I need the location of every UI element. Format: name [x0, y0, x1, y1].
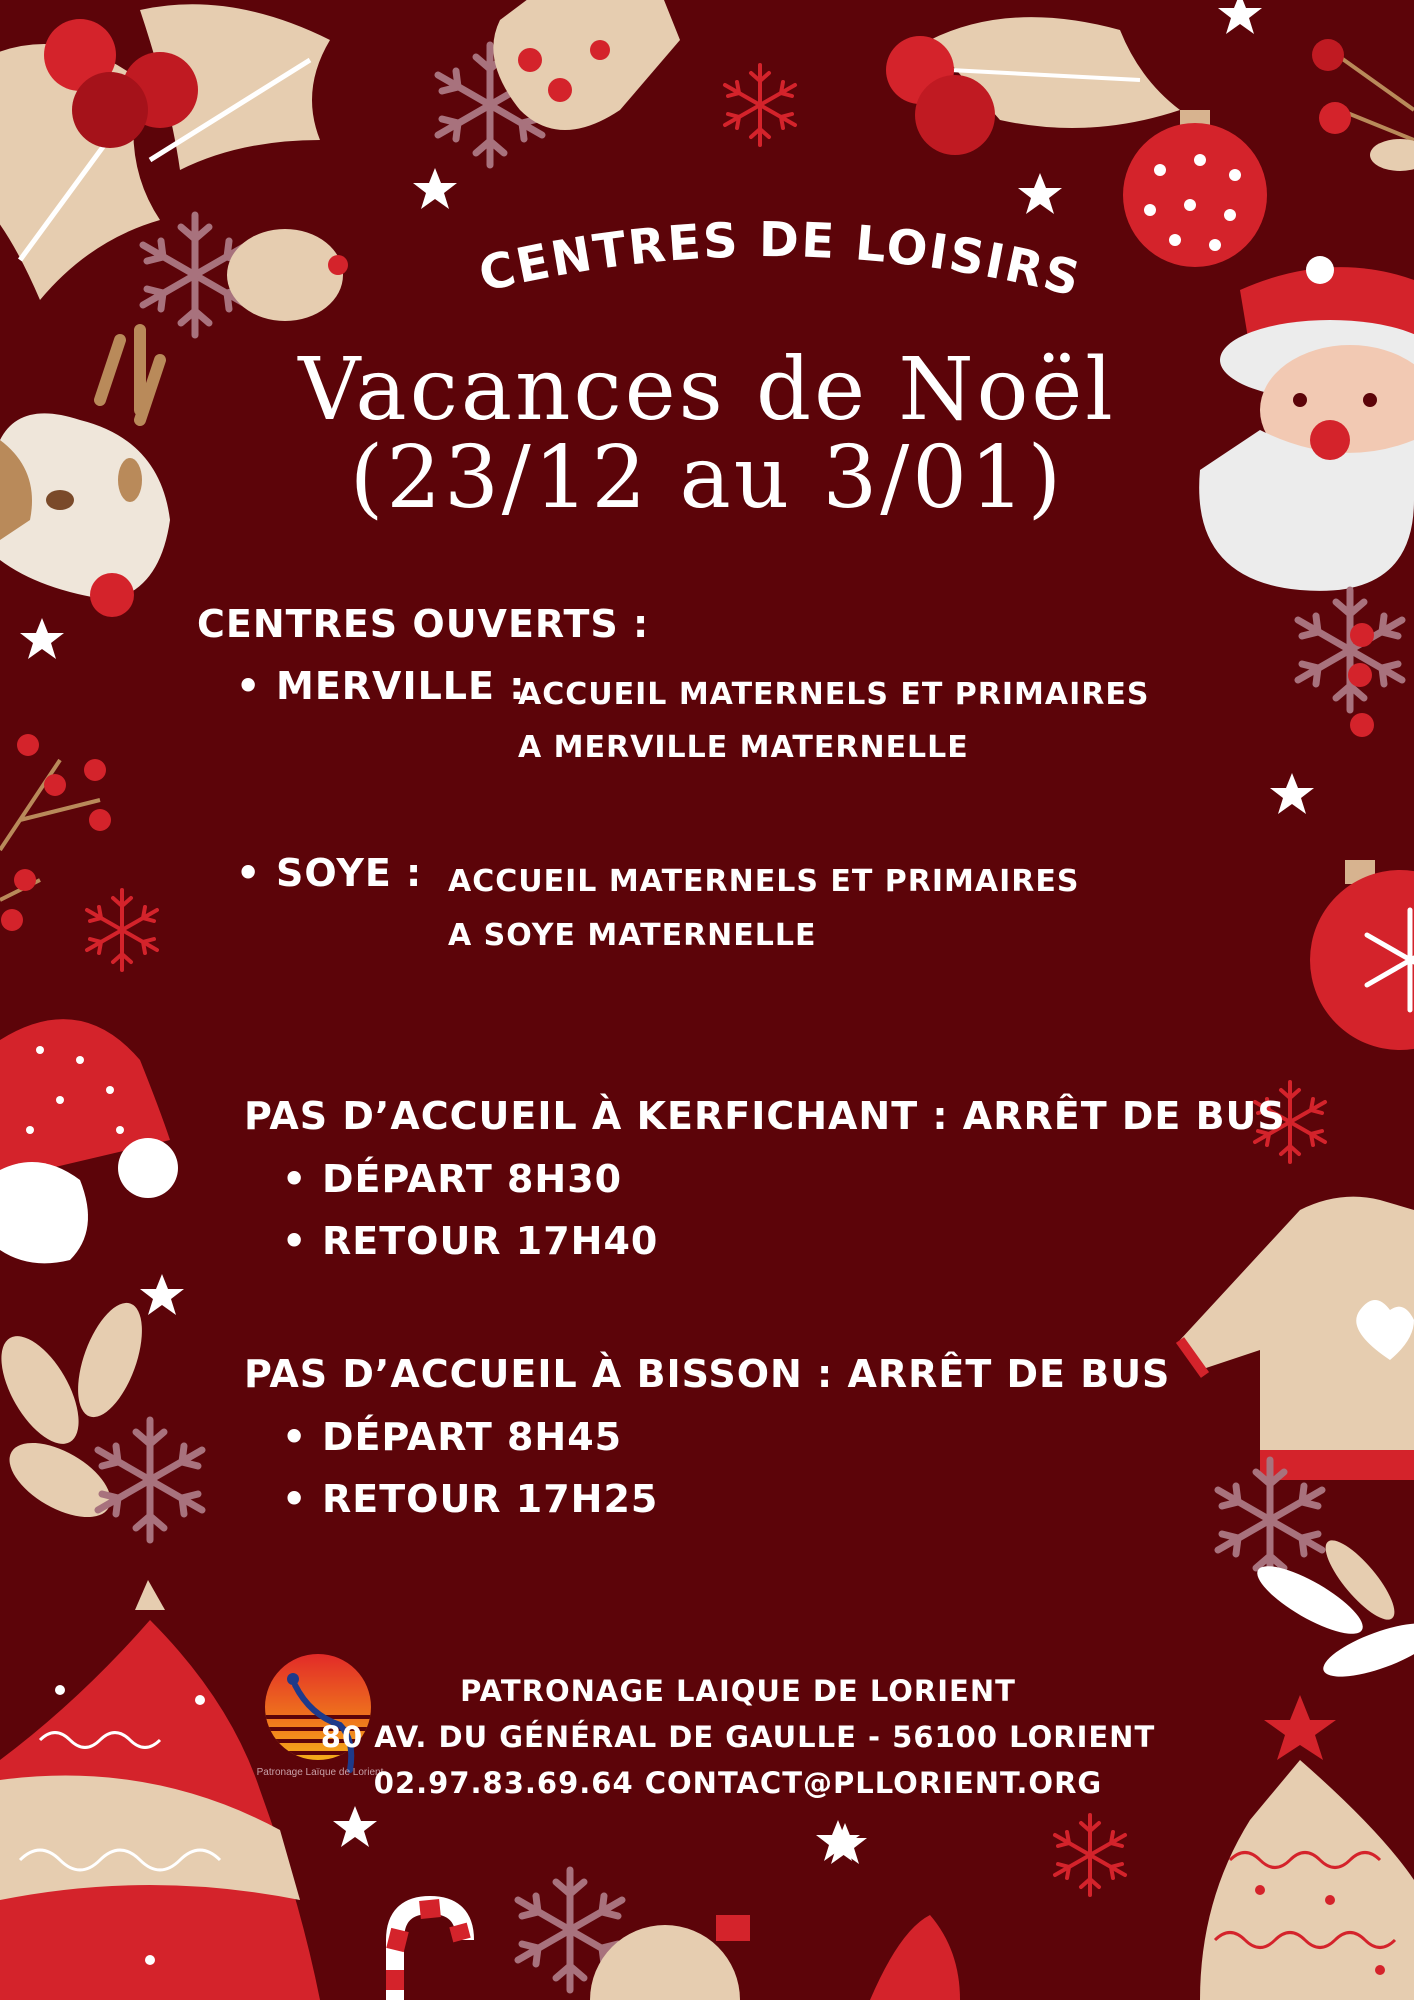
centre-desc-merville-line2: A MERVILLE MATERNELLE [518, 730, 969, 765]
centre-desc-merville-line1: ACCUEIL MATERNELS ET PRIMAIRES [518, 677, 1150, 712]
open-centres-heading: CENTRES OUVERTS : [197, 602, 650, 646]
bus-stop-bisson-retour: • RETOUR 17H25 [282, 1477, 658, 1521]
logo-caption: Patronage Laïque de Lorient [256, 1767, 384, 1778]
footer-organisation: PATRONAGE LAIQUE DE LORIENT [460, 1674, 1016, 1708]
sweater-icon [1180, 1197, 1414, 1480]
headline-dates: (23/12 au 3/01) [349, 428, 1065, 528]
patronage-logo-icon [255, 1645, 385, 1785]
bus-stop-kerfichant-heading: PAS D’ACCUEIL À KERFICHANT : ARRÊT DE BUS [244, 1094, 1286, 1138]
berries-icon [0, 734, 111, 931]
centre-name-soye: • SOYE : [236, 851, 422, 895]
centre-desc-soye-line1: ACCUEIL MATERNELS ET PRIMAIRES [448, 864, 1080, 899]
bus-stop-bisson-heading: PAS D’ACCUEIL À BISSON : ARRÊT DE BUS [244, 1352, 1171, 1396]
footer-address: 80 AV. DU GÉNÉRAL DE GAULLE - 56100 LORIENT [320, 1720, 1156, 1754]
centre-name-merville: • MERVILLE : [236, 664, 525, 708]
ornament-icon [590, 1915, 750, 2000]
bus-stop-kerfichant-retour: • RETOUR 17H40 [282, 1219, 658, 1263]
christmas-tree-icon [1200, 1695, 1414, 2000]
headline-title: Vacances de Noël [298, 340, 1116, 440]
centre-desc-soye-line2: A SOYE MATERNELLE [448, 918, 817, 953]
candy-cane-icon [395, 1905, 465, 2000]
bus-stop-kerfichant-depart: • DÉPART 8H30 [282, 1157, 622, 1201]
kicker-title-arch [0, 0, 1414, 340]
kicker-title: CENTRES DE LOISIRS [473, 212, 1087, 309]
leaves-icon [0, 1295, 155, 1533]
footer-contact: 02.97.83.69.64 CONTACT@PLLORIENT.ORG [373, 1766, 1103, 1800]
svg-text:CENTRES DE LOISIRS [474, 212, 1087, 308]
santa-hat-icon [0, 1019, 178, 1263]
ornament-icon [1310, 860, 1414, 1050]
bus-stop-bisson-depart: • DÉPART 8H45 [282, 1415, 622, 1459]
